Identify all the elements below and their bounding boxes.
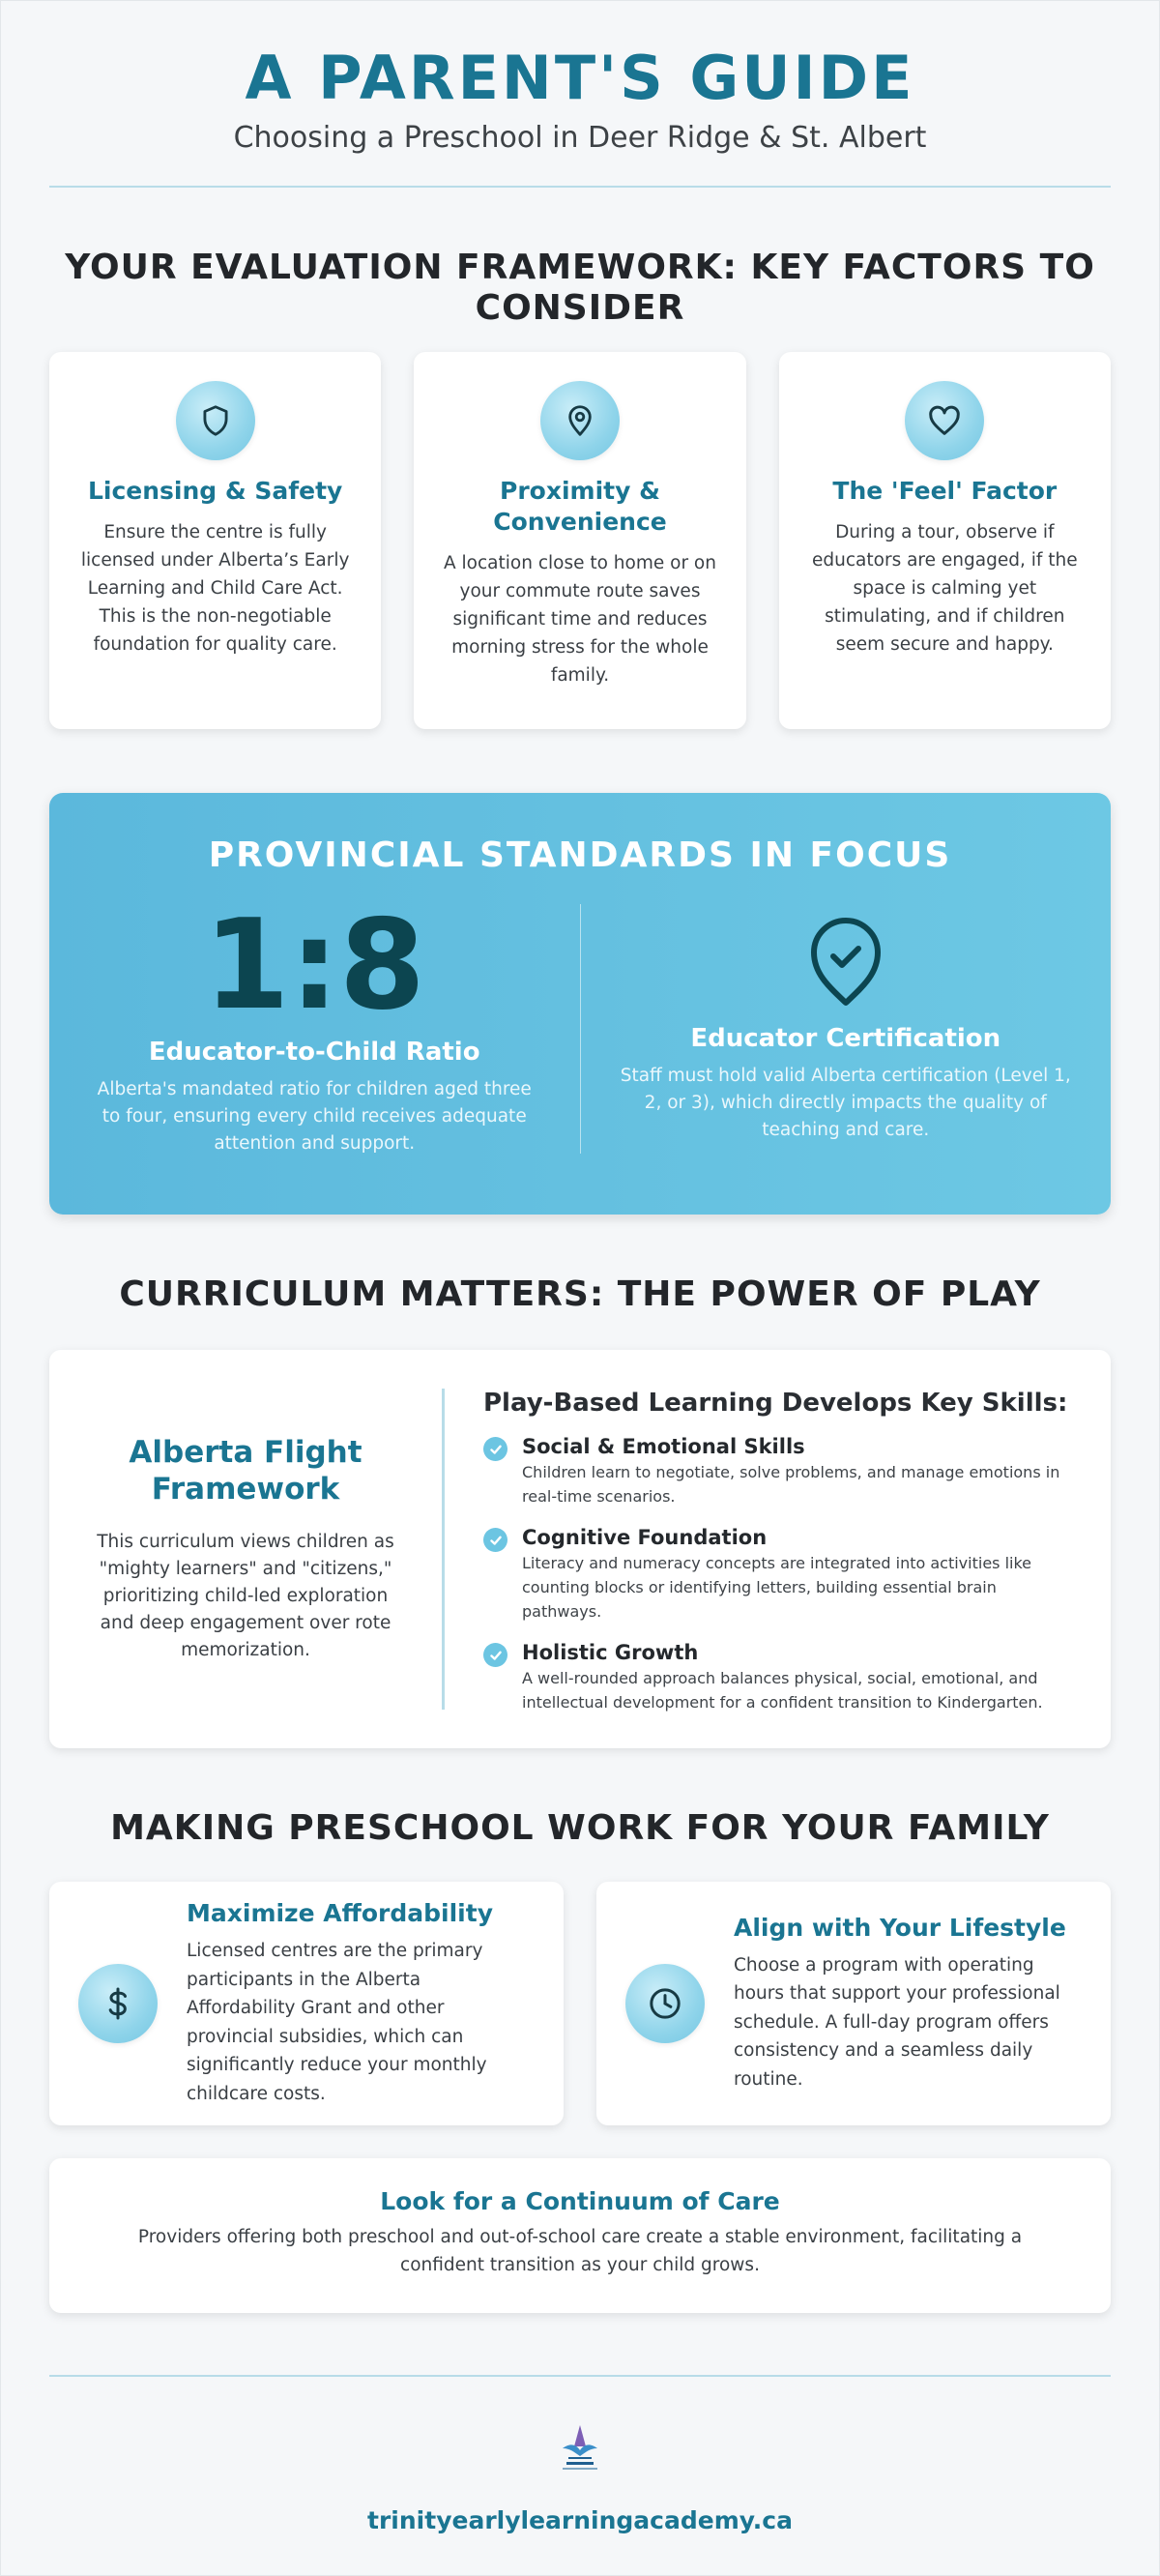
skill-title: Holistic Growth — [522, 1641, 699, 1664]
factor-title: The 'Feel' Factor — [832, 477, 1058, 505]
footer-divider — [49, 2375, 1111, 2377]
skill-text: A well-rounded approach balances physical, social, emotional, and intellectual development for a confident transition to Kindergarten. — [522, 1669, 1043, 1712]
skill-title: Social & Emotional Skills — [522, 1435, 805, 1458]
family-cards — [49, 1882, 1111, 2125]
family-card-text: Licensed centres are the primary participants in the Alberta Affordability Grant and other provincial subsidies, which can significantly reduce your monthly childcare costs. — [187, 1941, 487, 2104]
framework-title: Alberta Flight Framework — [129, 1435, 362, 1507]
framework-panel — [49, 1389, 442, 1710]
ratio-value: 1:8 — [203, 893, 425, 1038]
factor-card-feel — [779, 352, 1111, 729]
skill-text: Literacy and numeracy concepts are integrated into activities like counting blocks or identifying letters, building essential brain pathways. — [522, 1554, 1032, 1621]
page-subtitle: Choosing a Preschool in Deer Ridge & St. Albert — [233, 121, 927, 155]
certification-label: Educator Certification — [690, 1024, 1001, 1053]
framework-text: This curriculum views children as "mighty learners" and "citizens," prioritizing child-led exploration and deep engagement over rote memorization. — [97, 1532, 394, 1660]
header-divider — [49, 186, 1111, 188]
dollar-icon — [78, 1964, 158, 2043]
certification-text: Staff must hold valid Alberta certification (Level 1, 2, or 3), which directly impacts the quality of teaching and care. — [620, 1066, 1071, 1140]
evaluation-cards — [49, 352, 1111, 729]
certification-column — [581, 904, 1112, 1154]
skill-item — [483, 1641, 1072, 1714]
family-section-title: MAKING PRESCHOOL WORK FOR YOUR FAMILY — [110, 1808, 1050, 1848]
continuum-card — [49, 2158, 1111, 2313]
page-title: A PARENT'S GUIDE — [245, 43, 915, 113]
factor-text: During a tour, observe if educators are engaged, if the space is calming yet stimulating, and if children seem secure and happy. — [812, 522, 1078, 655]
skills-panel — [445, 1389, 1111, 1710]
shield-icon — [176, 381, 255, 460]
curriculum-card — [49, 1350, 1111, 1748]
clock-icon — [625, 1964, 705, 2043]
academy-logo — [551, 2419, 609, 2477]
family-card-lifestyle — [596, 1882, 1111, 2125]
standards-title: PROVINCIAL STANDARDS IN FOCUS — [208, 835, 952, 875]
factor-card-licensing — [49, 352, 381, 729]
skill-item — [483, 1435, 1072, 1508]
evaluation-section-title: YOUR EVALUATION FRAMEWORK: KEY FACTORS TO CONSIDER — [65, 248, 1095, 328]
skill-item — [483, 1526, 1072, 1624]
family-card-text: Choose a program with operating hours that support your professional schedule. A full-day program offers consistency and a seamless daily routine. — [734, 1954, 1060, 2090]
factor-text: A location close to home or on your commute route saves significant time and reduces morning stress for the whole family. — [444, 553, 716, 686]
heart-icon — [905, 381, 984, 460]
check-icon — [483, 1643, 508, 1667]
factor-card-proximity — [414, 352, 745, 729]
continuum-title: Look for a Continuum of Care — [380, 2187, 780, 2215]
factor-text: Ensure the centre is fully licensed under Alberta’s Early Learning and Child Care Act. This is the non-negotiable foundation for quality care. — [80, 522, 350, 655]
family-card-title: Maximize Affordability — [187, 1899, 493, 1927]
ratio-column — [49, 893, 580, 1154]
skill-title: Cognitive Foundation — [522, 1526, 768, 1549]
skill-text: Children learn to negotiate, solve problems, and manage emotions in real-time scenarios. — [522, 1463, 1060, 1506]
skills-heading: Play-Based Learning Develops Key Skills: — [483, 1389, 1068, 1418]
family-card-affordability — [49, 1882, 564, 2125]
continuum-text: Providers offering both preschool and out-of-school care create a stable environment, facilitating a confident transition as your child grows. — [137, 2227, 1023, 2275]
family-card-title: Align with Your Lifestyle — [734, 1913, 1066, 1942]
check-icon — [483, 1528, 508, 1552]
page-footer — [1, 2419, 1159, 2534]
factor-title: Licensing & Safety — [87, 477, 343, 505]
page-header — [1, 1, 1159, 155]
curriculum-section-title: CURRICULUM MATTERS: THE POWER OF PLAY — [119, 1274, 1041, 1314]
factor-title: Proximity & Convenience — [493, 477, 667, 536]
location-pin-icon — [540, 381, 620, 460]
ratio-label: Educator-to-Child Ratio — [148, 1038, 480, 1067]
shield-check-icon — [620, 918, 1073, 1014]
website-link[interactable]: trinityearlylearningacademy.ca — [367, 2506, 793, 2534]
ratio-text: Alberta's mandated ratio for children aged three to four, ensuring every child receives adequate attention and support. — [97, 1079, 532, 1154]
standards-banner — [49, 793, 1111, 1215]
check-icon — [483, 1437, 508, 1461]
